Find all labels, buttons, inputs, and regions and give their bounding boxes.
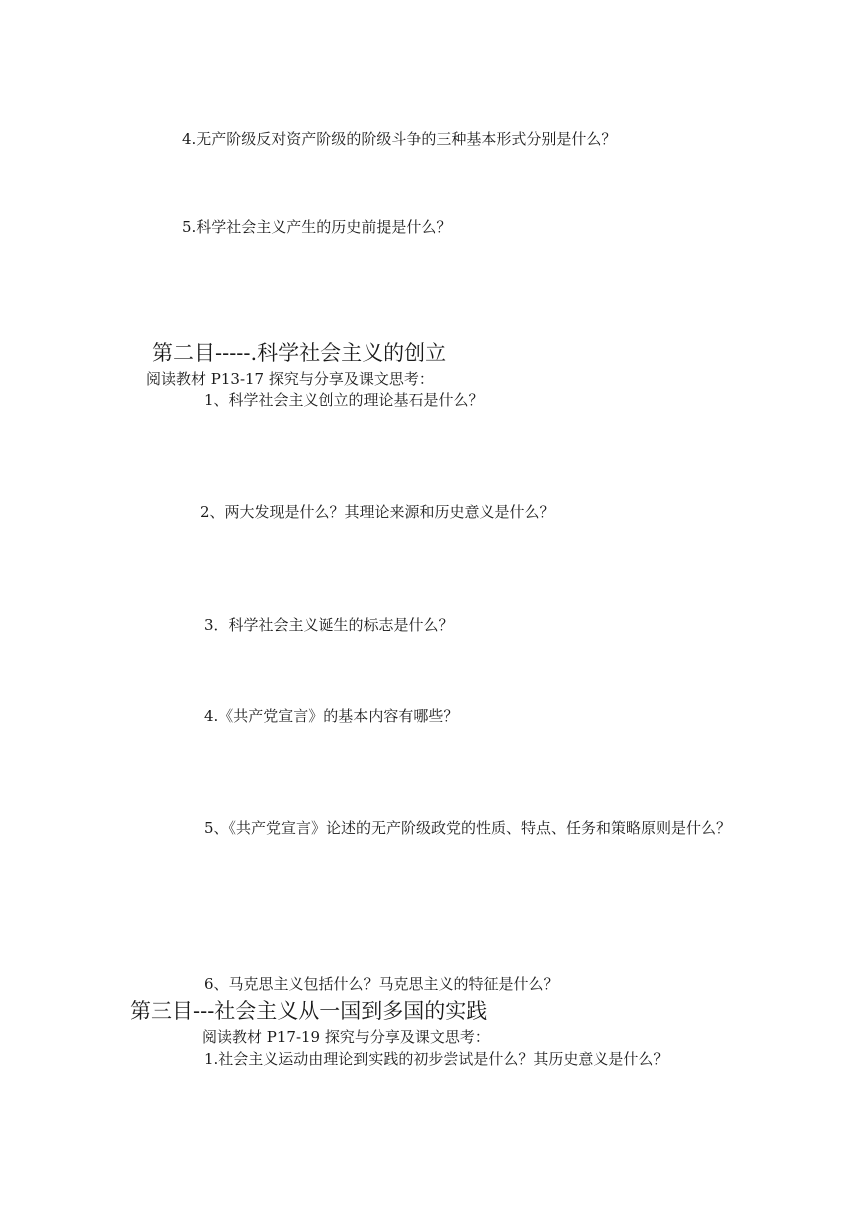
question-1-first-attempt: 1.社会主义运动由理论到实践的初步尝试是什么？其历史意义是什么？ — [204, 1050, 669, 1068]
question-5-party-nature: 5、《共产党宣言》论述的无产阶级政党的性质、特点、任务和策略原则是什么？ — [204, 819, 732, 837]
reading-instruction-p13-17: 阅读教材 P13-17 探究与分享及课文思考： — [146, 370, 434, 388]
question-5-historical-premise: 5.科学社会主义产生的历史前提是什么？ — [182, 218, 452, 236]
question-2-two-discoveries: 2、两大发现是什么？其理论来源和历史意义是什么？ — [200, 503, 555, 521]
section-heading-practice: 第三目---社会主义从一国到多国的实践 — [130, 999, 488, 1023]
reading-instruction-p17-19: 阅读教材 P17-19 探究与分享及课文思考： — [202, 1028, 490, 1046]
question-3-birth-marker: 3．科学社会主义诞生的标志是什么？ — [204, 616, 454, 634]
section-heading-founding: 第二目-----.科学社会主义的创立 — [152, 341, 447, 365]
question-1-theoretical-cornerstone: 1、科学社会主义创立的理论基石是什么？ — [204, 391, 484, 409]
question-6-marxism: 6、马克思主义包括什么？马克思主义的特征是什么？ — [204, 975, 559, 993]
question-4-class-struggle: 4.无产阶级反对资产阶级的阶级斗争的三种基本形式分别是什么？ — [182, 130, 617, 148]
question-4-manifesto-content: 4.《共产党宣言》的基本内容有哪些？ — [204, 707, 459, 725]
